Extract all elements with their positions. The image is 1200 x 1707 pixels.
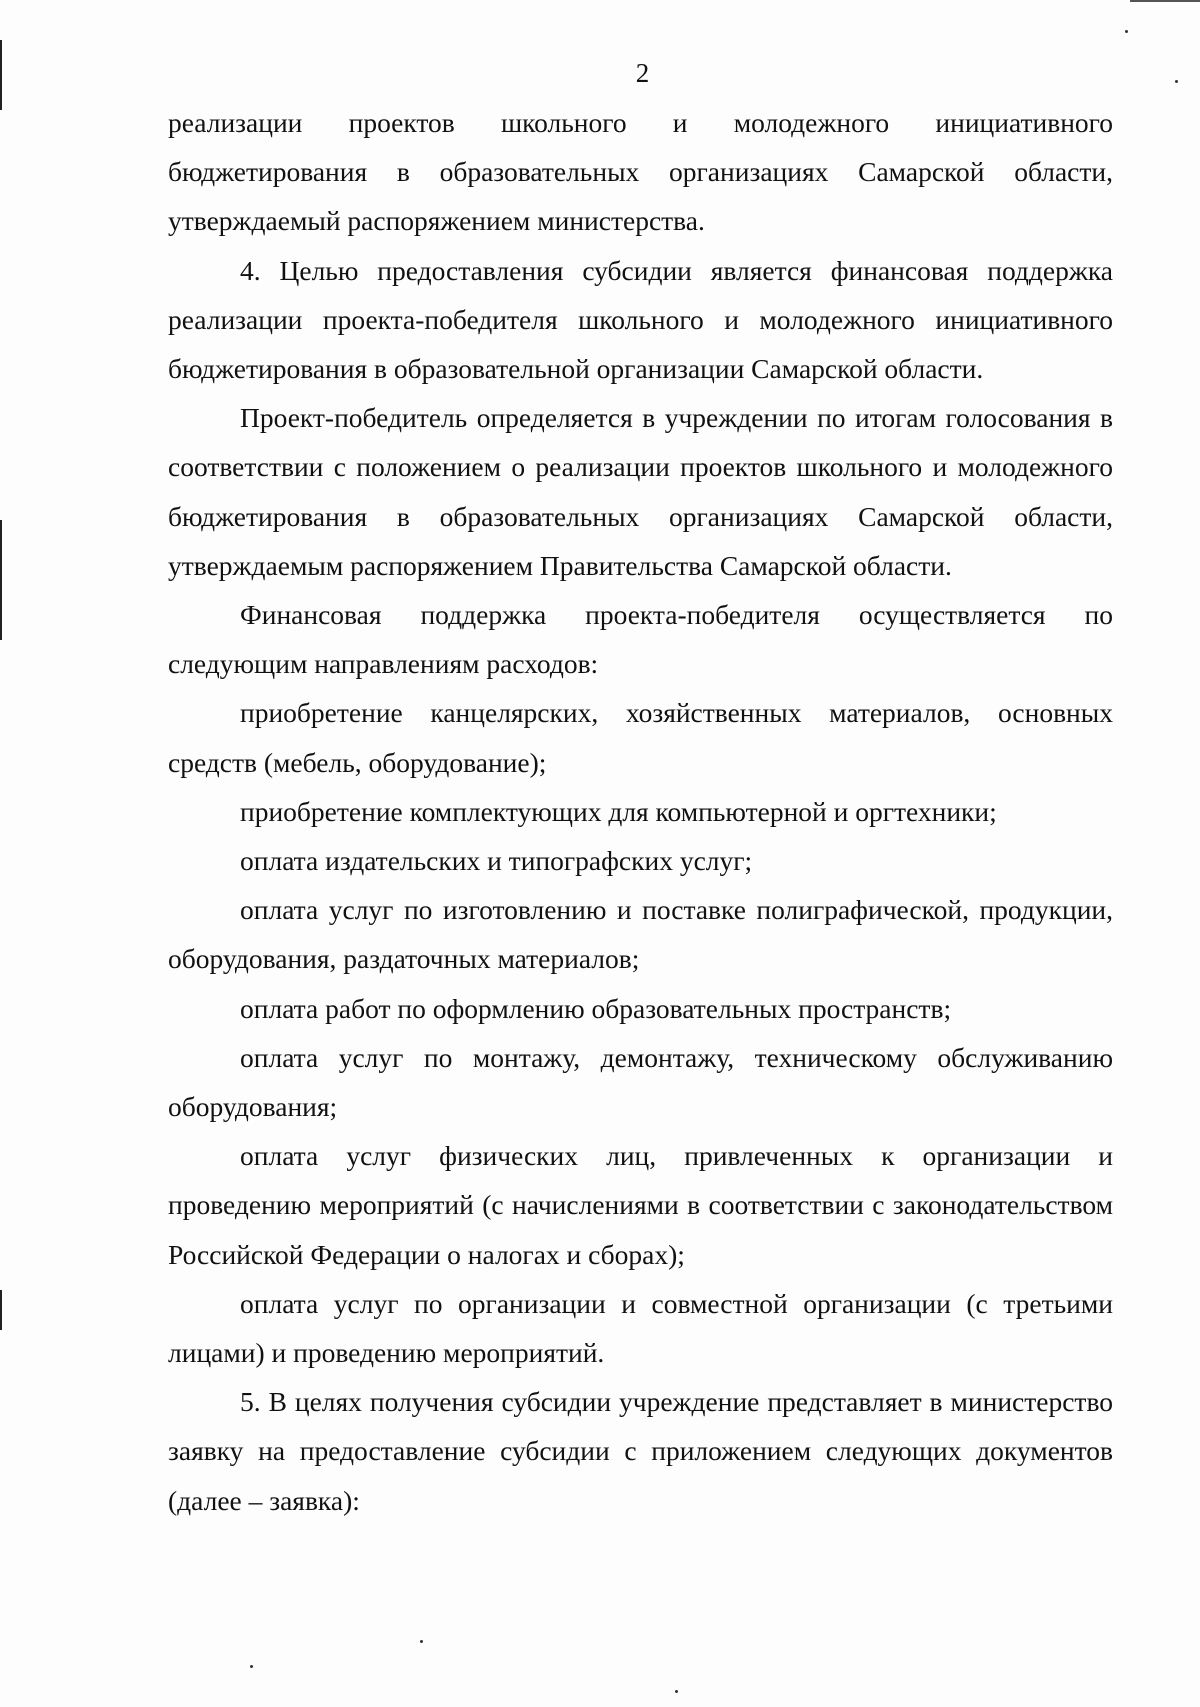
list-item: приобретение канцелярских, хозяйственных материалов, основных средств (мебель, оборудование); (168, 697, 1113, 778)
list-item: приобретение комплектующих для компьютерной и оргтехники; (240, 795, 997, 827)
paragraph: 5. В целях получения субсидии учреждение представляет в министерство заявку на предоставление субсидии с приложением следующих документов (далее – заявка): (168, 1386, 1113, 1516)
list-item: оплата издательских и типографских услуг; (240, 845, 753, 877)
list-item: оплата работ по оформлению образовательных пространств; (240, 992, 952, 1024)
scan-speck (420, 1640, 423, 1643)
scan-edge-mark (0, 520, 2, 640)
paragraph: 4. Целью предоставления субсидии является финансовая поддержка реализации проекта-победителя школьного и молодежного инициативного бюджетирования в образовательной организации Самарской области. (168, 254, 1113, 385)
paragraph: Финансовая поддержка проекта-победителя осуществляется по следующим направлениям расходов: (168, 599, 1113, 680)
list-item: оплата услуг по монтажу, демонтажу, техническому обслуживанию оборудования; (168, 1041, 1113, 1123)
page-number: 2 (635, 58, 650, 88)
document-body (168, 98, 1113, 1525)
scan-speck (1125, 30, 1128, 33)
scan-speck (250, 1665, 253, 1668)
list-item: оплата услуг физических лиц, привлеченных к организации и проведению мероприятий (с начислениями в соответствии с законодательством Российской Федерации о налогах и сборах); (168, 1140, 1113, 1270)
scan-speck (675, 1690, 678, 1693)
scan-edge-mark (0, 1290, 2, 1330)
paragraph: Проект-победитель определяется в учреждении по итогам голосования в соответствии с положением о реализации проектов школьного и молодежного бюджетирования в образовательных организациях Самарской области, утверждаемым распоряжением Правительства Самарской области. (168, 402, 1113, 581)
paragraph: реализации проектов школьного и молодежного инициативного бюджетирования в образовательных организациях Самарской области, утверждаемый распоряжением министерства. (168, 107, 1113, 237)
list-item: оплата услуг по изготовлению и поставке полиграфической, продукции, оборудования, раздаточных материалов; (168, 894, 1113, 975)
list-item: оплата услуг по организации и совместной организации (с третьими лицами) и проведению мероприятий. (168, 1287, 1113, 1369)
scan-edge-rule (1130, 0, 1200, 2)
